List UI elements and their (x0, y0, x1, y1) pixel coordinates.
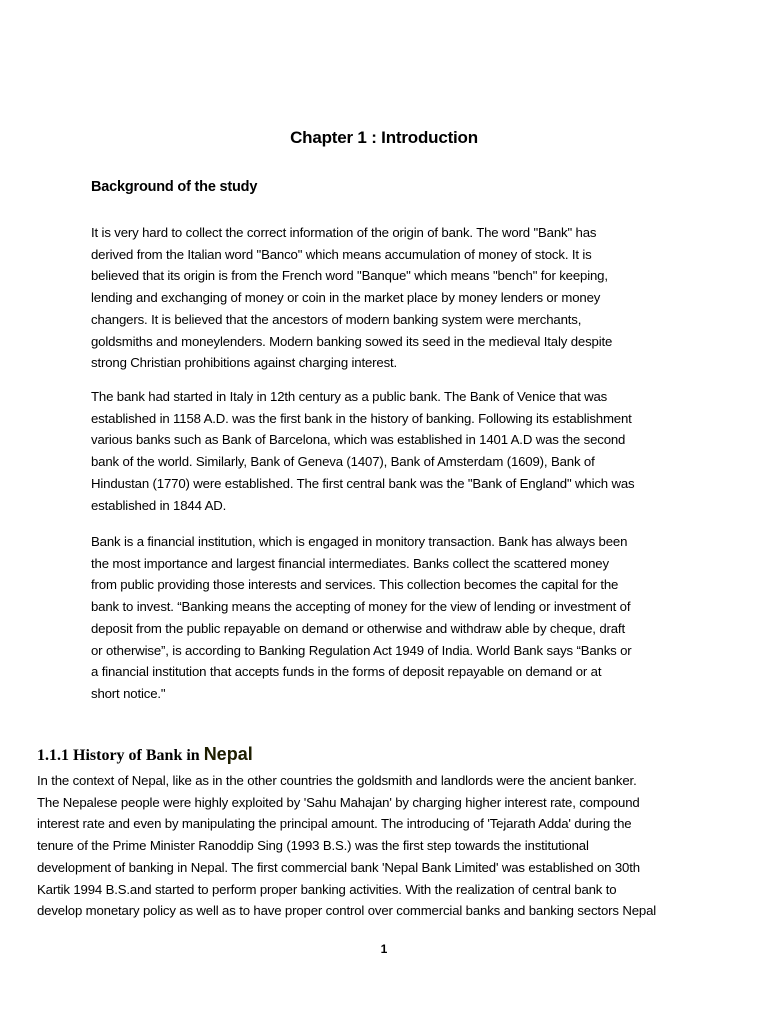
paragraph-line: lending and exchanging of money or coin in the market place by money lenders or money (91, 290, 601, 306)
paragraph-line: interest rate and even by manipulating the principal amount. The introducing of 'Tejarath Adda' during the (37, 816, 632, 832)
section-heading: Background of the study (91, 179, 258, 195)
paragraph-line: strong Christian prohibitions against charging interest. (91, 355, 398, 371)
page-number: 1 (380, 942, 388, 956)
paragraph-line: Kartik 1994 B.S.and started to perform proper banking activities. With the realization of central bank to (37, 881, 617, 897)
subsection-heading-accent: Nepal (203, 744, 253, 764)
paragraph-line: from public providing those interests and services. This collection becomes the capital for the (91, 577, 619, 593)
chapter-title: Chapter 1 : Introduction (290, 128, 478, 147)
paragraph-line: changers. It is believed that the ancestors of modern banking system were merchants, (91, 311, 582, 327)
paragraph-line: develop monetary policy as well as to have proper control over commercial banks and banking sectors Nepal (37, 903, 657, 919)
paragraph-line: Bank is a financial institution, which is engaged in monitory transaction. Bank has always been (91, 534, 628, 549)
paragraph-line: The bank had started in Italy in 12th century as a public bank. The Bank of Venice that was (91, 389, 608, 404)
paragraph-line: bank to invest. “Banking means the accepting of money for the view of lending or investment of (91, 599, 631, 615)
paragraph-line: tenure of the Prime Minister Ranoddip Sing (1993 B.S.) was the first step towards the institutional (37, 838, 589, 854)
paragraph-line: established in 1844 AD. (91, 497, 227, 513)
paragraph-line: The Nepalese people were highly exploited by 'Sahu Mahajan' by charging higher interest rate, compound (37, 794, 640, 810)
paragraph-line: deposit from the public repayable on demand or otherwise and withdraw able by cheque, draft (91, 620, 625, 636)
paragraph-line: Hindustan (1770) were established. The first central bank was the "Bank of England" which was (91, 475, 635, 491)
paragraph-line: derived from the Italian word "Banco" which means accumulation of money of stock. It is (91, 246, 592, 262)
paragraph-line: or otherwise”, is according to Banking Regulation Act 1949 of India. World Bank says “Banks or (91, 642, 632, 658)
paragraph-line: various banks such as Bank of Barcelona, which was established in 1401 A.D was the second (91, 432, 626, 448)
paragraph-bank-definition (91, 531, 691, 705)
subsection-heading-main: 1.1.1 History of Bank in (37, 747, 204, 764)
paragraph-line: a financial institution that accepts funds in the forms of deposit repayable on demand or at (91, 664, 602, 680)
paragraph-line: the most importance and largest financial intermediates. Banks collect the scattered money (91, 555, 609, 571)
paragraph-history-nepal (37, 770, 717, 922)
paragraph-line: established in 1158 A.D. was the first bank in the history of banking. Following its establishment (91, 410, 632, 426)
paragraph-line: development of banking in Nepal. The first commercial bank 'Nepal Bank Limited' was established on 30th (37, 859, 640, 875)
subsection-heading (37, 744, 253, 765)
paragraph-origin-of-bank (91, 222, 691, 374)
paragraph-line: It is very hard to collect the correct information of the origin of bank. The word "Bank" has (91, 225, 597, 240)
paragraph-line: believed that its origin is from the French word "Banque" which means "bench" for keeping, (91, 268, 608, 284)
paragraph-line: short notice." (91, 685, 166, 701)
paragraph-line: In the context of Nepal, like as in the other countries the goldsmith and landlords were the ancient banker. (37, 773, 637, 788)
paragraph-early-banks (91, 386, 691, 516)
paragraph-line: goldsmiths and moneylenders. Modern banking sowed its seed in the medieval Italy despite (91, 333, 613, 349)
paragraph-line: bank of the world. Similarly, Bank of Geneva (1407), Bank of Amsterdam (1609), Bank of (91, 454, 595, 470)
